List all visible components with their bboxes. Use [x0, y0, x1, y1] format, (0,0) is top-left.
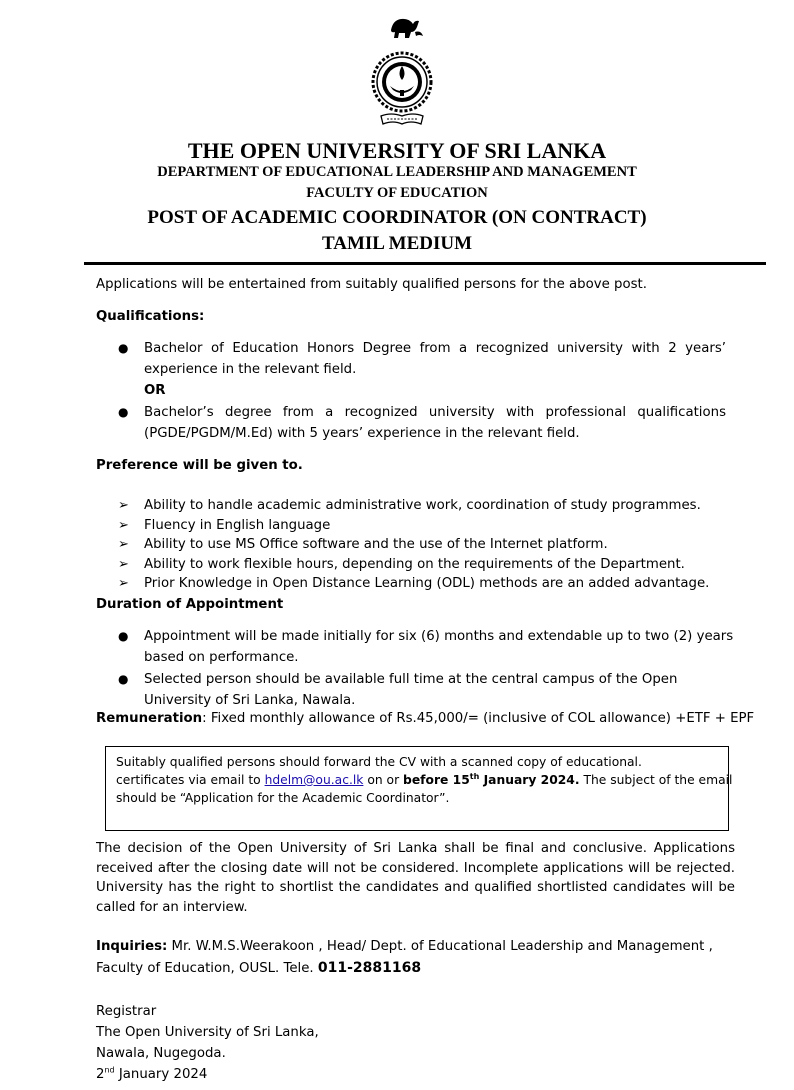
remuneration-label: Remuneration — [96, 711, 203, 726]
bullet-icon: ● — [118, 405, 129, 419]
deadline-prefix: before 15 — [403, 773, 470, 787]
preference-item: Prior Knowledge in Open Distance Learning (ODL) methods are an added advantage. — [144, 576, 710, 591]
qualification-item-1-line1: Bachelor of Education Honors Degree from a recognized university with 2 years’ — [144, 341, 726, 356]
bullet-icon: ● — [118, 341, 129, 355]
signatory-title: Registrar — [96, 1004, 157, 1019]
issue-date — [96, 1064, 207, 1085]
inquiries-line-2 — [96, 958, 421, 979]
bullet-icon: ● — [118, 629, 129, 643]
signatory-address-1: The Open University of Sri Lanka, — [96, 1025, 319, 1040]
arrow-bullet-icon: ➢ — [118, 498, 129, 513]
duration-item-2-line2: University of Sri Lanka, Nawala. — [144, 693, 356, 708]
issue-date-day: 2 — [96, 1067, 105, 1082]
decision-line-1: The decision of the Open University of Sri Lanka shall be final and conclusive. Applications — [96, 841, 735, 856]
preference-item: Ability to use MS Office software and the use of the Internet platform. — [144, 537, 608, 552]
arrow-bullet-icon: ➢ — [118, 576, 129, 591]
remuneration-text: : Fixed monthly allowance of Rs.45,000/= (inclusive of COL allowance) +ETF + EPF — [202, 711, 755, 726]
duration-item-1-line2: based on performance. — [144, 650, 299, 665]
deadline-suffix: th — [469, 771, 480, 781]
qualification-item-2-line1: Bachelor’s degree from a recognized university with professional qualifications — [144, 405, 726, 420]
intro-text: Applications will be entertained from suitably qualified persons for the above post. — [96, 277, 647, 292]
medium-title: TAMIL MEDIUM — [321, 233, 473, 254]
inquiries-label: Inquiries: — [96, 939, 168, 954]
decision-line-4: called for an interview. — [96, 900, 248, 915]
decision-line-2: received after the closing date will not be considered. Incomplete applications will be rejected. — [96, 861, 735, 876]
box-line-3: should be “Application for the Academic Coordinator”. — [116, 791, 450, 805]
remuneration-line — [96, 708, 754, 729]
duration-item-1-line1: Appointment will be made initially for six (6) months and extendable up to two (2) years — [144, 629, 734, 644]
box-line-1: Suitably qualified persons should forward the CV with a scanned copy of educational. — [116, 755, 642, 769]
deadline-month: January 2024. — [479, 773, 580, 787]
preference-heading: Preference will be given to. — [96, 458, 303, 473]
faculty-name: FACULTY OF EDUCATION — [306, 185, 488, 201]
university-crest-icon — [371, 16, 433, 132]
box-line-2-suffix: The subject of the email — [579, 773, 733, 787]
qualifications-heading: Qualifications: — [96, 309, 205, 324]
duration-item-2-line1: Selected person should be available full time at the central campus of the Open — [144, 672, 678, 687]
issue-date-suffix: nd — [104, 1065, 115, 1075]
box-line-2 — [116, 770, 732, 790]
arrow-bullet-icon: ➢ — [118, 537, 129, 552]
header-divider — [84, 262, 766, 265]
preference-item: Fluency in English language — [144, 518, 331, 533]
issue-date-rest: January 2024 — [114, 1067, 208, 1082]
department-name: DEPARTMENT OF EDUCATIONAL LEADERSHIP AND MANAGEMENT — [157, 164, 637, 180]
phone-number: 011-2881168 — [317, 960, 422, 976]
box-line-2-prefix: certificates via email to — [116, 773, 265, 787]
duration-heading: Duration of Appointment — [96, 597, 284, 612]
post-title: POST OF ACADEMIC COORDINATOR (ON CONTRACT) — [147, 207, 647, 228]
bullet-icon: ● — [118, 672, 129, 686]
preference-item: Ability to work flexible hours, depending on the requirements of the Department. — [144, 557, 685, 572]
signatory-address-2: Nawala, Nugegoda. — [96, 1046, 226, 1061]
arrow-bullet-icon: ➢ — [118, 518, 129, 533]
qualification-or: OR — [144, 383, 166, 398]
qualification-item-1-line2: experience in the relevant field. — [144, 362, 357, 377]
arrow-bullet-icon: ➢ — [118, 557, 129, 572]
preference-item: Ability to handle academic administrative work, coordination of study programmes. — [144, 498, 701, 513]
inquiries-faculty: Faculty of Education, OUSL. Tele. — [96, 961, 318, 976]
decision-line-3: University has the right to shortlist the candidates and qualified shortlisted candidates will be — [96, 880, 735, 895]
box-line-2-middle: on or — [363, 773, 404, 787]
email-link[interactable]: hdelm@ou.ac.lk — [264, 773, 364, 787]
qualification-item-2-line2: (PGDE/PGDM/M.Ed) with 5 years’ experience in the relevant field. — [144, 426, 580, 441]
deadline — [403, 773, 580, 787]
university-name: THE OPEN UNIVERSITY OF SRI LANKA — [187, 138, 607, 163]
inquiries-line-1 — [96, 936, 713, 957]
inquiries-contact: Mr. W.M.S.Weerakoon , Head/ Dept. of Educational Leadership and Management , — [167, 939, 713, 954]
